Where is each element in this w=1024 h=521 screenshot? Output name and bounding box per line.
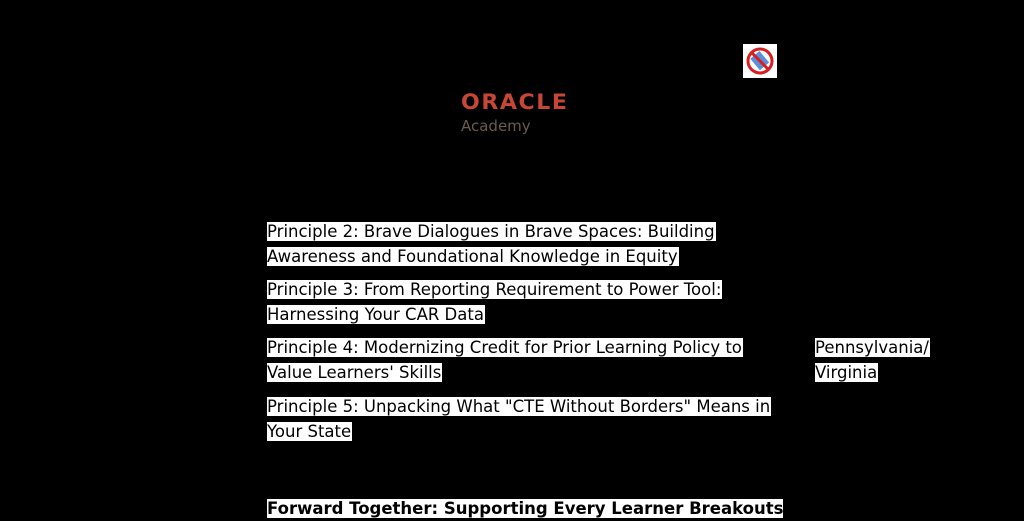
principle-item	[267, 394, 771, 444]
principle-item	[267, 335, 743, 385]
location-line: Virginia	[815, 363, 878, 382]
section-heading	[267, 496, 783, 521]
principle-line: Principle 4: Modernizing Credit for Prior Learning Policy to	[267, 338, 742, 357]
logo-wordmark: ORACLE	[461, 90, 569, 114]
location-line: Pennsylvania/	[815, 338, 929, 357]
principle-line: Awareness and Foundational Knowledge in Equity	[267, 247, 678, 266]
section-heading-text: Forward Together: Supporting Every Learner Breakouts	[267, 499, 784, 518]
principle-line: Principle 2: Brave Dialogues in Brave Spaces: Building	[267, 222, 715, 241]
principle-line: Principle 3: From Reporting Requirement to Power Tool:	[267, 280, 722, 299]
principle-line: Your State	[267, 422, 352, 441]
logo-subtext: Academy	[461, 117, 531, 135]
principle-line: Principle 5: Unpacking What "CTE Without Borders" Means in	[267, 397, 771, 416]
location-cell	[815, 335, 930, 385]
oracle-academy-logo	[461, 90, 569, 136]
principle-item	[267, 277, 722, 327]
principle-line: Harnessing Your CAR Data	[267, 305, 484, 324]
principle-item	[267, 219, 716, 269]
blocked-image-icon	[743, 44, 777, 78]
principle-line: Value Learners' Skills	[267, 363, 442, 382]
